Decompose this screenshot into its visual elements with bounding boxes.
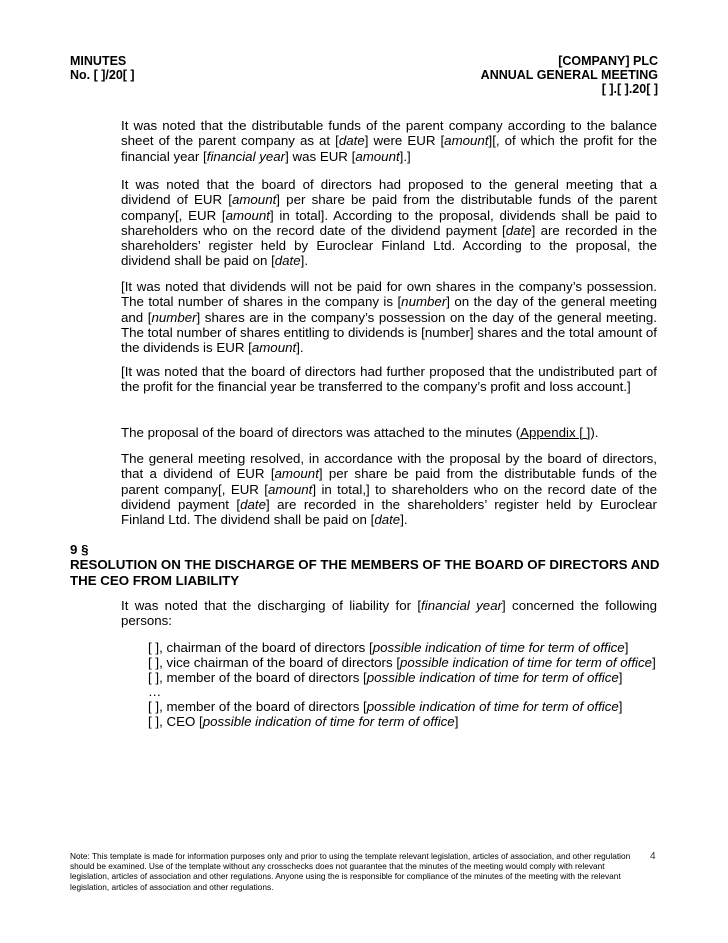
placeholder-text: amount — [444, 133, 489, 149]
text-run: It was noted that the discharging of liability for [ — [121, 598, 422, 613]
list-item — [148, 671, 658, 686]
text-run: [ ], CEO [ — [148, 713, 203, 729]
text-run: ). — [590, 425, 599, 440]
paragraph-meeting-resolution — [121, 451, 657, 527]
placeholder-text: possible indication of time for term of office — [372, 640, 625, 655]
paragraph-distributable-funds — [121, 118, 657, 164]
list-item — [148, 700, 658, 715]
list-item — [148, 715, 658, 730]
placeholder-text: number — [151, 309, 197, 325]
text-run: ] — [624, 640, 629, 655]
text-run: [It was noted that the board of directors had further proposed that the undistributed part of the profit for the financial year be transferred to the company’s profit and loss account.] — [121, 364, 657, 395]
text-run: [It was noted that dividends will not be paid for own shares in the company’s possession. The total number of shares in the company is [ — [121, 279, 657, 310]
paragraph-own-shares — [121, 279, 657, 355]
list-item — [148, 641, 658, 656]
placeholder-text: possible indication of time for term of office — [366, 669, 619, 685]
meeting-date: [ ].[ ].20[ ] — [601, 82, 658, 96]
placeholder-text: possible indication of time for term of office — [366, 699, 619, 715]
text-run: ] in total]. According to the proposal, dividends shall be paid to shareholders who on the record date of the dividend payment [ — [121, 207, 658, 238]
company-name: [COMPANY] PLC — [558, 54, 658, 68]
text-run: ].] — [399, 148, 411, 164]
text-run: ] in total,] to shareholders who on the record date of the dividend payment [ — [121, 481, 657, 512]
paragraph-dividend-proposal — [121, 177, 657, 269]
placeholder-text: amount — [274, 466, 319, 482]
persons-list — [148, 641, 658, 730]
placeholder-text: date — [240, 496, 267, 512]
placeholder-text: amount — [225, 207, 270, 223]
header-left — [70, 54, 135, 82]
text-run: It was noted that the board of directors had proposed to the general meeting that a dividend of EUR [ — [121, 177, 657, 208]
text-run: … — [148, 684, 162, 700]
text-run: ] per share be paid from the distributable funds of the parent company[, EUR [ — [121, 466, 657, 497]
placeholder-text: amount — [231, 192, 277, 208]
placeholder-text: amount — [355, 148, 400, 164]
text-run: ] are recorded in the shareholders’ register held by Euroclear Finland Ltd. According to the proposal, the dividend shall be paid on [ — [121, 222, 657, 269]
section-heading — [70, 542, 660, 588]
text-run: ] was EUR [ — [285, 148, 356, 164]
placeholder-text: number — [401, 294, 447, 310]
text-run: ]. — [400, 512, 408, 528]
text-run: The general meeting resolved, in accordance with the proposal by the board of directors, that a dividend of EUR [ — [121, 451, 657, 482]
header-right — [481, 54, 658, 96]
text-run: ] — [454, 713, 459, 729]
paragraph-discharge-intro — [121, 598, 657, 629]
text-run: ] — [618, 699, 623, 715]
text-run: ] concerned the following persons: — [121, 598, 657, 629]
section-title: RESOLUTION ON THE DISCHARGE OF THE MEMBERS OF THE BOARD OF DIRECTORS AND THE CEO FROM LIABILITY — [70, 557, 660, 588]
placeholder-text: date — [274, 253, 301, 269]
text-run: ] shares are in the company’s possession on the day of the general meeting. The total number of shares entitling to dividends is [number] shares and the total amount of the dividends is EUR [ — [121, 309, 658, 356]
text-run: [ ], member of the board of directors [ — [148, 669, 367, 685]
placeholder-text: possible indication of time for term of office — [202, 713, 455, 729]
text-run: ] per share be paid from the distributable funds of the parent company[, EUR [ — [121, 192, 657, 223]
page-number: 4 — [650, 851, 656, 862]
text-run: It was noted that the distributable funds of the parent company according to the balance sheet of the parent company as at [ — [121, 118, 657, 149]
text-run: [ ], chairman of the board of directors [ — [148, 640, 373, 655]
minutes-number: No. [ ]/20[ ] — [70, 68, 135, 82]
placeholder-text: amount — [268, 481, 313, 497]
text-run: [ ], member of the board of directors [ — [148, 699, 367, 715]
placeholder-text: financial year — [421, 598, 503, 613]
section-number: 9 § — [70, 542, 89, 557]
placeholder-text: date — [505, 222, 532, 238]
text-run: ] — [652, 654, 656, 670]
appendix-reference: Appendix [ ] — [520, 425, 591, 440]
text-run: ][, of which the profit for the financial year [ — [121, 133, 657, 164]
paragraph-proposal-attached — [121, 425, 657, 440]
list-item — [148, 685, 658, 700]
text-run: ] are recorded in the shareholders’ register held by Euroclear Finland Ltd. The dividend shall be paid on [ — [121, 496, 657, 528]
placeholder-text: financial year — [206, 148, 286, 164]
placeholder-text: amount — [251, 340, 297, 356]
footnote: Note: This template is made for information purposes only and prior to using the template relevant legislation, articles of association, and other regulation should be examined. Use of the template without any crosschecks does not guarantee that the minutes of the meeting would comply with relevant legislation, articles of association and other regulations. Anyone using the is responsible for compliance of the minutes of the meeting with the relevant legislation, articles of association and other regulations. — [70, 851, 631, 892]
text-run: [ ], vice chairman of the board of directors [ — [148, 654, 401, 670]
meeting-name: ANNUAL GENERAL MEETING — [480, 68, 658, 82]
text-run: ]. — [296, 340, 304, 356]
placeholder-text: possible indication of time for term of office — [400, 654, 653, 670]
text-run: ]. — [300, 253, 309, 269]
text-run: ] on the day of the general meeting and [ — [121, 294, 657, 325]
placeholder-text: date — [374, 512, 401, 528]
list-item — [148, 656, 658, 671]
doc-type: MINUTES — [70, 54, 127, 68]
text-run: ] — [618, 669, 623, 685]
paragraph-undistributed-profit — [121, 364, 657, 395]
placeholder-text: date — [338, 133, 365, 149]
text-run: ] were EUR [ — [364, 133, 445, 149]
text-run: The proposal of the board of directors was attached to the minutes ( — [121, 425, 521, 440]
